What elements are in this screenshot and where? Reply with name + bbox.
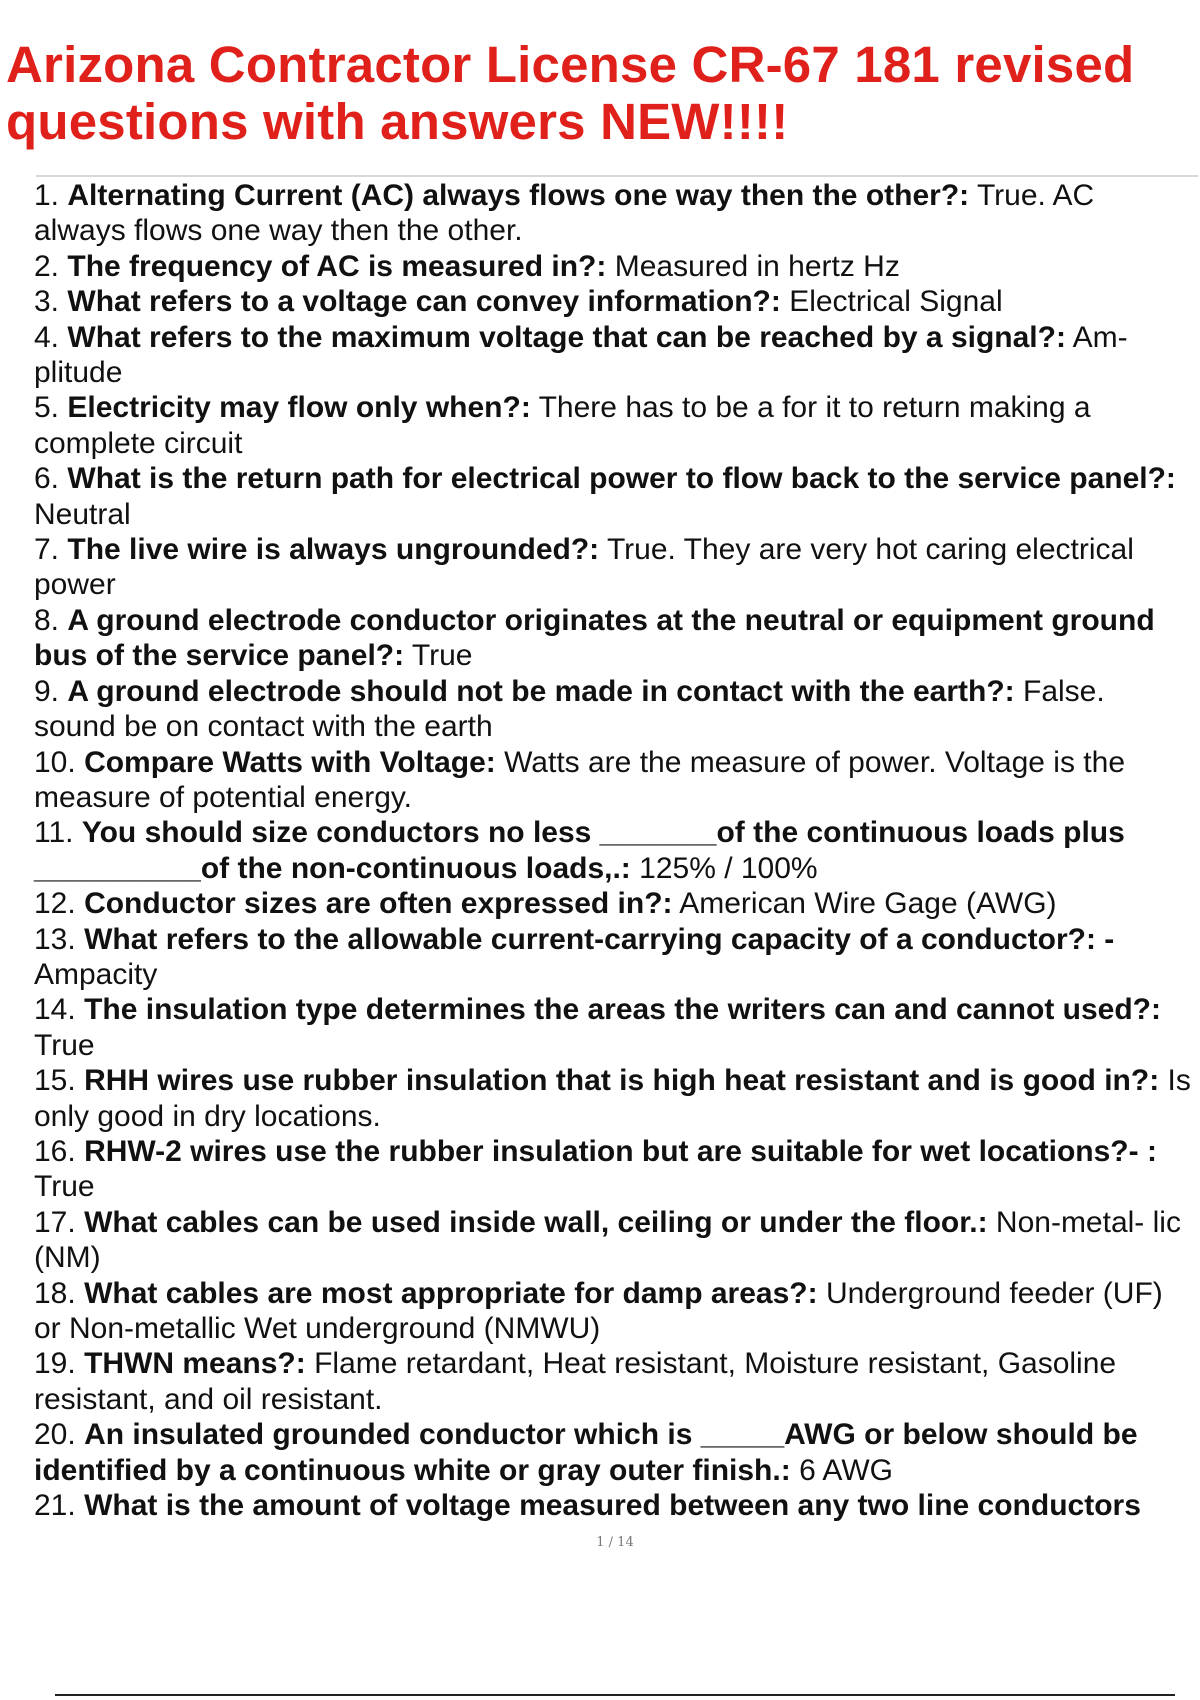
answer-text: Underground feeder (UF) or Non-metallic Wet underground (NMWU): [34, 1276, 1163, 1345]
answer-text: Electrical Signal: [789, 285, 1003, 319]
title-divider: [36, 175, 1198, 177]
item-number: 14.: [34, 993, 76, 1027]
qa-item-8: [34, 603, 1194, 674]
item-number: 18.: [34, 1276, 76, 1310]
answer-text: Flame retardant, Heat resistant, Moisture resistant, Gasoline resistant, and oil resistant.: [34, 1347, 1117, 1416]
item-number: 10.: [34, 745, 76, 779]
qa-item-19: [34, 1346, 1194, 1417]
question-text: RHH wires use rubber insulation that is high heat resistant and is good in?:: [84, 1064, 1160, 1098]
item-number: 11.: [34, 816, 74, 850]
item-number: 19.: [34, 1347, 76, 1381]
qa-item-10: [34, 745, 1194, 816]
question-text: Compare Watts with Voltage:: [84, 745, 496, 779]
question-text: THWN means?:: [84, 1347, 306, 1381]
question-text: A ground electrode should not be made in contact with the earth?:: [67, 674, 1015, 708]
item-number: 5.: [34, 391, 60, 425]
question-text: Conductor sizes are often expressed in?:: [84, 887, 673, 921]
item-number: 17.: [34, 1205, 76, 1239]
answer-text: American Wire Gage (AWG): [679, 887, 1057, 921]
question-text: An insulated grounded conductor which is _____AWG or below should be identified by a continuous white or gray outer finish.:: [34, 1418, 1138, 1487]
qa-item-20: [34, 1417, 1194, 1488]
qa-item-2: [34, 249, 1194, 284]
qa-item-9: [34, 674, 1194, 745]
answer-text: Am- plitude: [34, 320, 1128, 390]
answer-text: 125% / 100%: [639, 851, 818, 885]
qa-item-18: [34, 1276, 1194, 1347]
answer-text: False. sound be on contact with the earth: [34, 674, 1105, 744]
answer-text: Neutral: [34, 497, 131, 531]
item-number: 15.: [34, 1064, 76, 1098]
answer-text: 6 AWG: [799, 1453, 893, 1487]
question-text: The live wire is always ungrounded?:: [67, 533, 600, 567]
qa-item-12: [34, 886, 1194, 921]
footer-divider: [55, 1694, 1175, 1696]
answer-text: True: [411, 639, 473, 673]
qa-item-6: [34, 461, 1194, 532]
answer-text: Ampacity: [34, 957, 158, 991]
answer-text: Watts are the measure of power. Voltage is the measure of potential energy.: [34, 745, 1125, 814]
question-text: What cables can be used inside wall, ceiling or under the floor.:: [84, 1205, 988, 1239]
question-text: What cables are most appropriate for damp areas?:: [84, 1276, 818, 1310]
qa-item-21: [34, 1488, 1194, 1523]
item-number: 16.: [34, 1134, 76, 1168]
qa-item-5: [34, 390, 1194, 461]
page-number: 1 / 14: [596, 1535, 634, 1550]
qa-item-11: [34, 815, 1194, 886]
question-text: You should size conductors no less _______of the continuous loads plus __________of the non-continuous loads,.:: [34, 816, 1125, 885]
item-number: 2.: [34, 249, 60, 283]
answer-text: True. AC always flows one way then the other.: [34, 179, 1095, 248]
item-number: 8.: [34, 603, 60, 637]
question-list: [34, 178, 1194, 1523]
qa-item-3: [34, 284, 1194, 319]
item-number: 7.: [34, 533, 60, 567]
item-number: 12.: [34, 887, 76, 921]
question-text: The frequency of AC is measured in?:: [67, 249, 607, 283]
item-number: 6.: [34, 462, 60, 496]
answer-text: Non-metal- lic (NM): [34, 1205, 1181, 1275]
qa-item-13: [34, 922, 1194, 993]
item-number: 21.: [34, 1489, 76, 1523]
item-number: 9.: [34, 674, 60, 708]
qa-item-15: [34, 1063, 1194, 1134]
question-text: Electricity may flow only when?:: [67, 391, 531, 425]
question-text: Alternating Current (AC) always flows one way then the other?:: [67, 179, 970, 212]
question-text: What is the amount of voltage measured between any two line conductors: [84, 1489, 1141, 1523]
answer-text: There has to be a for it to return making a complete circuit: [34, 391, 1091, 460]
question-text: The insulation type determines the areas the writers can and cannot used?:: [84, 993, 1161, 1027]
answer-text: Is only good in dry locations.: [34, 1064, 1191, 1133]
question-text: A ground electrode conductor originates at the neutral or equipment ground bus of the service panel?:: [34, 603, 1155, 673]
item-number: 13.: [34, 922, 76, 956]
question-text: What refers to the maximum voltage that can be reached by a signal?:: [67, 320, 1066, 354]
answer-text: Measured in hertz Hz: [614, 249, 900, 283]
question-text: RHW-2 wires use the rubber insulation but are suitable for wet locations?- :: [84, 1134, 1157, 1168]
qa-item-1: [34, 178, 1194, 249]
answer-text: True: [34, 1170, 95, 1204]
question-text: What refers to the allowable current-carrying capacity of a conductor?: -: [84, 922, 1115, 956]
item-number: 4.: [34, 320, 60, 354]
question-text: What refers to a voltage can convey information?:: [67, 285, 781, 319]
item-number: 1.: [34, 179, 60, 212]
answer-text: True. They are very hot caring electrical power: [34, 533, 1134, 602]
qa-item-14: [34, 992, 1194, 1063]
qa-item-17: [34, 1205, 1194, 1276]
qa-item-4: [34, 320, 1194, 391]
document-title: Arizona Contractor License CR-67 181 revised questions with answers NEW!!!!: [6, 36, 1135, 150]
qa-item-7: [34, 532, 1194, 603]
qa-item-16: [34, 1134, 1194, 1205]
question-text: What is the return path for electrical power to flow back to the service panel?:: [67, 462, 1176, 496]
item-number: 3.: [34, 285, 60, 319]
item-number: 20.: [34, 1418, 76, 1452]
answer-text: True: [34, 1028, 95, 1062]
